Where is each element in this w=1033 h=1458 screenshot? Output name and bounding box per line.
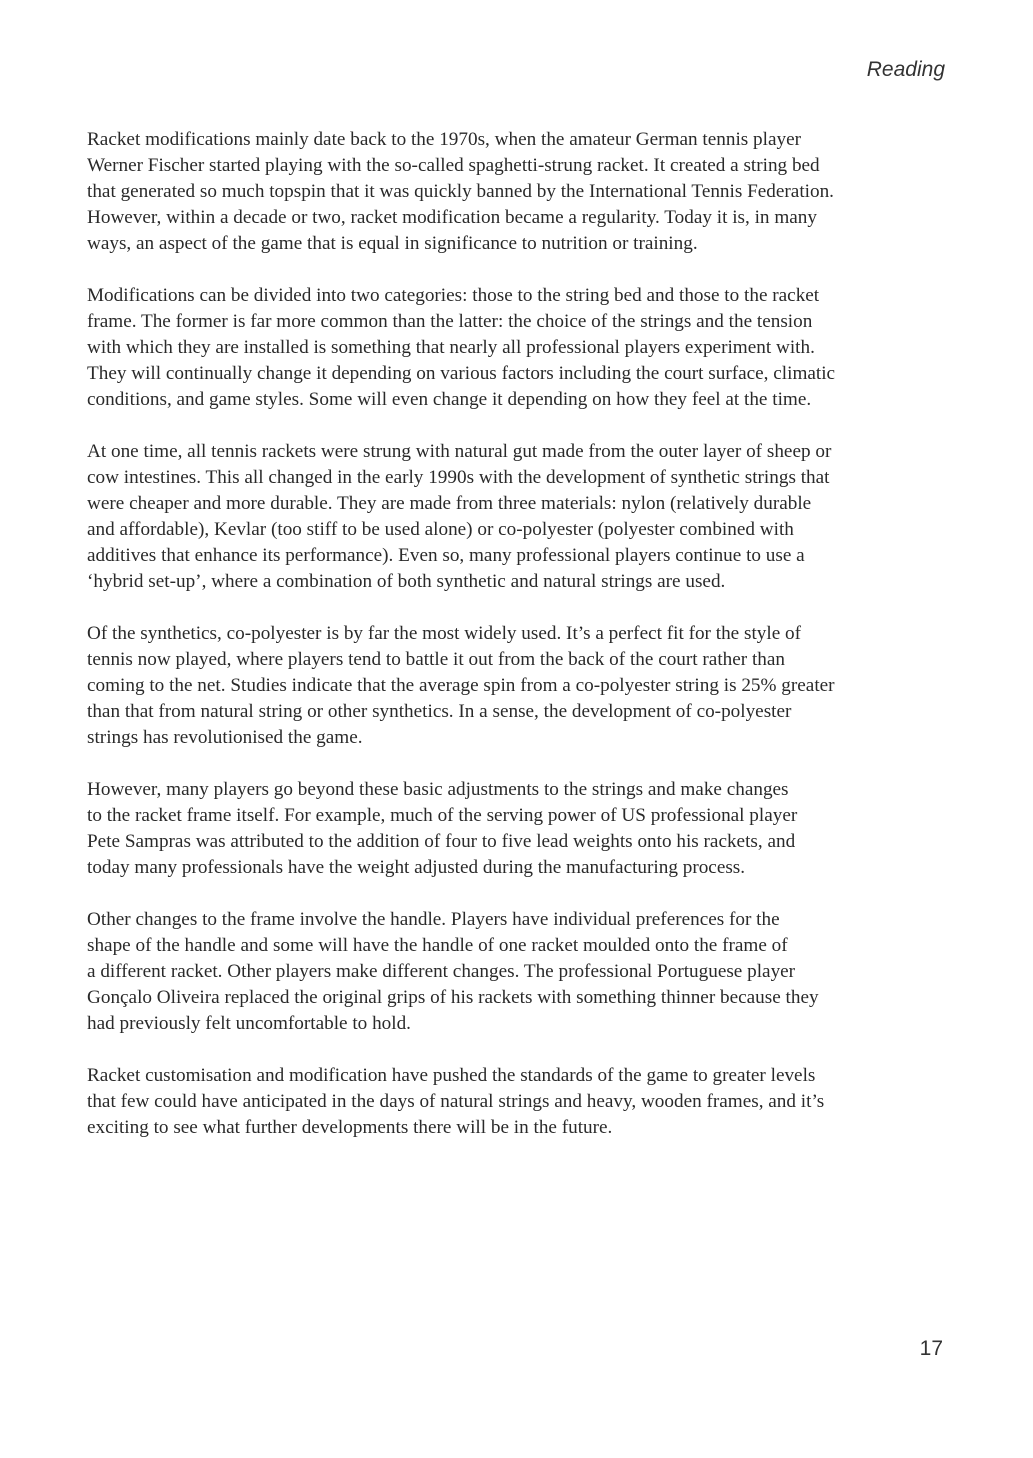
- text-line: than that from natural string or other synthetics. In a sense, the development of co-polyester: [87, 701, 792, 722]
- text-line: with which they are installed is something that nearly all professional players experiment with.: [87, 337, 815, 358]
- text-line: cow intestines. This all changed in the early 1990s with the development of synthetic strings that: [87, 467, 830, 488]
- text-line: Other changes to the frame involve the handle. Players have individual preferences for the: [87, 909, 780, 930]
- text-line: ‘hybrid set-up’, where a combination of both synthetic and natural strings are used.: [87, 571, 726, 592]
- text-line: had previously felt uncomfortable to hold.: [87, 1013, 411, 1034]
- article-body: [87, 127, 987, 1167]
- text-line: frame. The former is far more common than the latter: the choice of the strings and the tension: [87, 311, 813, 332]
- text-line: and affordable), Kevlar (too stiff to be used alone) or co-polyester (polyester combined with: [87, 519, 794, 540]
- text-line: Werner Fischer started playing with the so-called spaghetti-strung racket. It created a string bed: [87, 155, 820, 176]
- text-line: Of the synthetics, co-polyester is by far the most widely used. It’s a perfect fit for the style of: [87, 623, 802, 644]
- paragraph: [87, 127, 987, 257]
- paragraph: [87, 1063, 987, 1141]
- paragraph: [87, 621, 987, 751]
- text-line: additives that enhance its performance). Even so, many professional players continue to use a: [87, 545, 805, 566]
- text-line: Racket modifications mainly date back to the 1970s, when the amateur German tennis player: [87, 129, 801, 150]
- text-line: to the racket frame itself. For example, much of the serving power of US professional player: [87, 805, 798, 826]
- text-line: that generated so much topspin that it was quickly banned by the International Tennis Federation.: [87, 181, 834, 202]
- text-line: They will continually change it depending on various factors including the court surface, climatic: [87, 363, 836, 384]
- text-line: Pete Sampras was attributed to the addition of four to five lead weights onto his rackets, and: [87, 831, 796, 852]
- text-line: Gonçalo Oliveira replaced the original grips of his rackets with something thinner because they: [87, 987, 819, 1008]
- text-line: conditions, and game styles. Some will even change it depending on how they feel at the time.: [87, 389, 812, 410]
- text-line: shape of the handle and some will have the handle of one racket moulded onto the frame of: [87, 935, 788, 956]
- text-line: strings has revolutionised the game.: [87, 727, 363, 748]
- text-line: However, within a decade or two, racket modification became a regularity. Today it is, in many: [87, 207, 817, 228]
- paragraph: [87, 439, 987, 595]
- text-line: Modifications can be divided into two categories: those to the string bed and those to the racket: [87, 285, 820, 306]
- text-line: tennis now played, where players tend to battle it out from the back of the court rather than: [87, 649, 785, 670]
- text-line: However, many players go beyond these basic adjustments to the strings and make changes: [87, 779, 789, 800]
- text-line: At one time, all tennis rackets were strung with natural gut made from the outer layer of sheep or: [87, 441, 832, 462]
- text-line: today many professionals have the weight adjusted during the manufacturing process.: [87, 857, 746, 878]
- text-line: exciting to see what further developments there will be in the future.: [87, 1117, 613, 1138]
- paragraph: [87, 777, 987, 881]
- text-line: Racket customisation and modification have pushed the standards of the game to greater levels: [87, 1065, 816, 1086]
- paragraph: [87, 283, 987, 413]
- text-line: ways, an aspect of the game that is equal in significance to nutrition or training.: [87, 233, 698, 254]
- page-number: 17: [919, 1337, 943, 1360]
- text-line: a different racket. Other players make different changes. The professional Portuguese player: [87, 961, 796, 982]
- paragraph: [87, 907, 987, 1037]
- text-line: that few could have anticipated in the days of natural strings and heavy, wooden frames, and it’s: [87, 1091, 825, 1112]
- text-line: were cheaper and more durable. They are made from three materials: nylon (relatively durable: [87, 493, 812, 514]
- text-line: coming to the net. Studies indicate that the average spin from a co-polyester string is 25% greater: [87, 675, 835, 696]
- section-header: Reading: [866, 58, 945, 81]
